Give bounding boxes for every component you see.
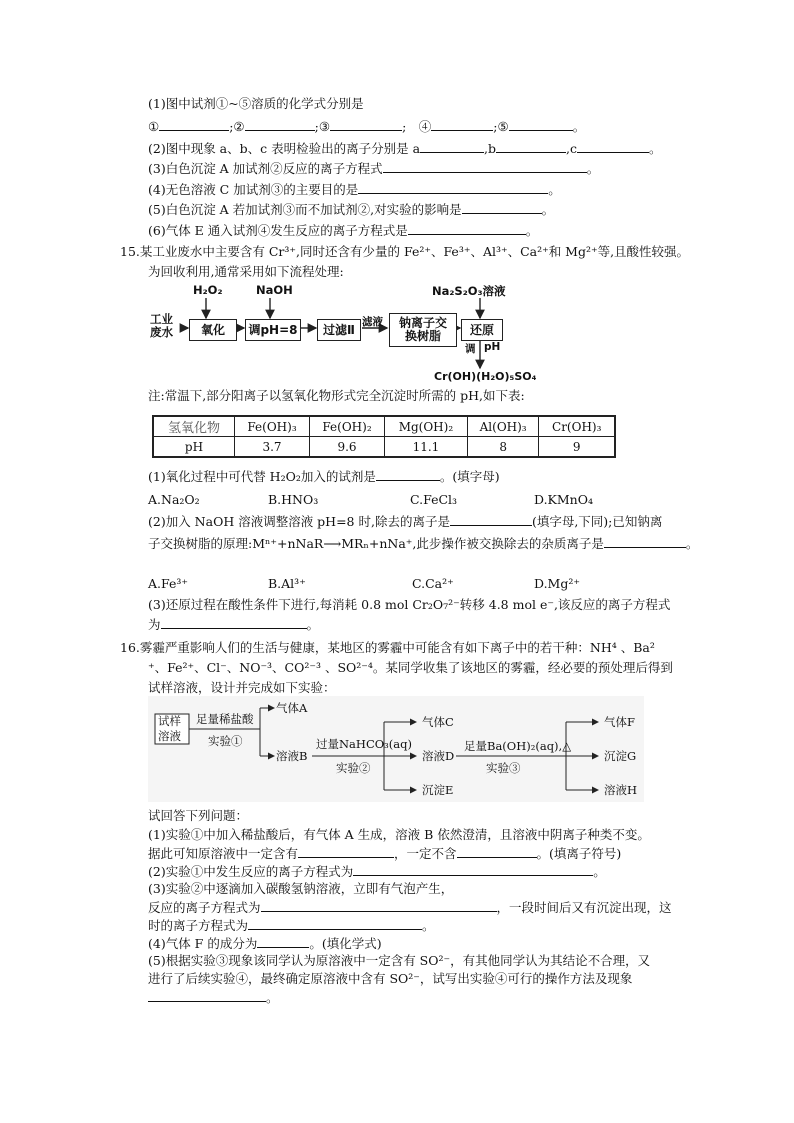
label-ph: pH [484,341,501,353]
answer-blank[interactable] [457,845,537,858]
answer-blank[interactable] [298,845,394,858]
q14-part2: (2)图中现象 a、b、c 表明检验出的离子分别是 a ,b ,c 。 [148,141,662,156]
answer-blank[interactable] [577,140,649,153]
label-hcl: 足量稀盐酸 [196,712,254,726]
table-cell: 11.1 [385,437,468,458]
q15-part2: (2)加入 NaOH 溶液调整溶液 pH=8 时,除去的离子是 (填字母,下同);已知钠离 [148,514,663,529]
q14-part6: (6)气体 E 通入试剂④发生反应的离子方程式是 。 [148,223,539,238]
label-filtrate: 滤液 [362,316,383,328]
table-header-cell: Fe(OH)₃ [235,416,310,437]
answer-blank[interactable] [604,535,686,548]
label-gas-a: 气体A [276,701,308,715]
answer-blank[interactable] [408,222,526,235]
option-c: C.Ca²⁺ [412,576,454,591]
answer-blank[interactable] [245,118,315,131]
q15-stem-2: 为回收利用,通常采用如下流程处理: [148,264,344,279]
q16-part5-cont2: 。 [148,989,279,1006]
q16-part5-cont: 进行了后续实验④，最终确定原溶液中含有 SO²⁻，试写出实验④可行的操作方法及现象 [148,971,633,986]
q14-part1: (1)图中试剂①~⑤溶质的化学式分别是 [148,96,364,111]
label-na2s2o3: Na₂S₂O₃溶液 [432,284,506,298]
answer-blank[interactable] [257,935,309,948]
label-exp3: 实验③ [486,761,521,775]
table-header-cell: Cr(OH)₃ [539,416,615,437]
box-filter: 过滤Ⅱ [317,319,361,341]
ph-table [152,415,616,458]
table-cell: 9.6 [310,437,385,458]
q15-part1: (1)氧化过程中可代替 H₂O₂加入的试剂是 。(填字母) [148,469,500,484]
answer-blank[interactable] [330,118,402,131]
answer-blank[interactable] [509,118,573,131]
q16-part3-cont: 反应的离子方程式为 ，一段时间后又有沉淀出现，这 [148,900,672,915]
label-solution-b: 溶液B [276,749,308,763]
table-cell: 3.7 [235,437,310,458]
answer-blank[interactable] [496,140,566,153]
q15-part3-cont: 为 。 [148,617,320,632]
table-header-cell: 氢氧化物 [153,416,235,437]
option-d: D.KMnO₄ [534,492,593,507]
table-header-row [153,416,615,437]
label-exp2: 实验② [336,761,371,775]
q15-part2-cont: 子交换树脂的原理:Mⁿ⁺+nNaR⟶MRₙ+nNa⁺,此步操作被交换除去的杂质离子是 。 [148,536,699,551]
label-gas-c: 气体C [422,715,454,729]
answer-blank[interactable] [358,181,548,194]
q16-part5: (5)根据实验③现象该同学认为原溶液中一定含有 SO²⁻，有其他同学认为其结论不合理，又 [148,953,651,968]
label-naoh: NaOH [256,283,293,297]
label-baoh2: 足量Ba(OH)₂(aq),△ [464,739,572,753]
option-c: C.FeCl₃ [410,492,458,507]
label-waste-water: 工业 废水 [150,312,173,339]
label-sample-solution: 试样 溶液 [158,714,181,743]
q16-ask: 试回答下列问题： [148,808,249,823]
label-solution-d: 溶液D [422,749,455,763]
q16-part3-cont2: 时的离子方程式为 。 [148,918,435,933]
q16-part2: (2)实验①中发生反应的离子方程式为 。 [148,864,606,879]
q15-stem: 15.某工业废水中主要含有 Cr³⁺,同时还含有少量的 Fe²⁺、Fe³⁺、Al³⁺、Ca²⁺和 Mg²⁺等,且酸性较强。 [120,244,690,259]
answer-blank[interactable] [353,863,593,876]
label-product: Cr(OH)(H₂O)₅SO₄ [434,370,537,383]
label-adjust: 调 [465,343,476,355]
q16-stem-2: ⁺、Fe²⁺、Cl⁻、NO⁻³、CO²⁻³ 、SO²⁻⁴。某同学收集了该地区的雾霾，经必要的预处理后得到 [148,660,673,675]
label-exp1: 实验① [208,734,243,748]
answer-blank[interactable] [376,468,440,481]
q16-part1: (1)实验①中加入稀盐酸后，有气体 A 生成，溶液 B 依然澄清，且溶液中阴离子种类不变。 [148,827,650,842]
q16-flow-diagram [148,696,644,802]
option-b: B.Al³⁺ [268,576,306,591]
option-b: B.HNO₃ [268,492,319,507]
label-h2o2: H₂O₂ [193,283,223,297]
q16-part1-cont: 据此可知原溶液中一定含有 ，一定不含 。(填离子符号) [148,846,622,861]
answer-blank[interactable] [248,917,422,930]
answer-blank[interactable] [261,899,497,912]
label-precipitate-e: 沉淀E [422,783,454,797]
answer-blank[interactable] [383,160,587,173]
label-precipitate-g: 沉淀G [604,749,637,763]
table-cell: pH [153,437,235,458]
answer-blank[interactable] [148,989,266,1002]
answer-blank[interactable] [431,118,493,131]
answer-blank[interactable] [420,140,484,153]
box-oxidation: 氧化 [189,319,237,341]
q14-part5: (5)白色沉淀 A 若加试剂③而不加试剂②,对实验的影响是 。 [148,202,555,217]
answer-blank[interactable] [450,513,532,526]
table-row [153,437,615,458]
answer-blank[interactable] [462,201,542,214]
option-a: A.Na₂O₂ [148,492,200,507]
q14-reagents-blanks: ① ;② ;③ ; ④ ;⑤ 。 [148,119,586,134]
table-header-cell: Al(OH)₃ [467,416,539,437]
box-reduction: 还原 [461,319,503,341]
option-a: A.Fe³⁺ [148,576,188,591]
q14-part4: (4)无色溶液 C 加试剂③的主要目的是 。 [148,182,561,197]
q15-note: 注:常温下,部分阳离子以氢氧化物形式完全沉淀时所需的 pH,如下表: [148,388,525,403]
q16-part4: (4)气体 F 的成分为 。(填化学式) [148,936,382,951]
q16-part3: (3)实验②中逐滴加入碳酸氢钠溶液，立即有气泡产生， [148,881,454,896]
table-cell: 9 [539,437,615,458]
answer-blank[interactable] [161,616,307,629]
q15-part3: (3)还原过程在酸性条件下进行,每消耗 0.8 mol Cr₂O₇²⁻转移 4.8 mol e⁻,该反应的离子方程式 [148,597,671,612]
q16-stem: 16.雾霾严重影响人们的生活与健康，某地区的雾霾中可能含有如下离子中的若干种：NH⁴ 、Ba² [120,640,655,655]
q14-part3: (3)白色沉淀 A 加试剂②反应的离子方程式 。 [148,161,600,176]
label-solution-h: 溶液H [604,783,638,797]
table-header-cell: Mg(OH)₂ [385,416,468,437]
table-cell: 8 [467,437,539,458]
label-nahco3: 过量NaHCO₃(aq) [316,737,412,751]
label-gas-f: 气体F [604,715,635,729]
answer-blank[interactable] [159,118,229,131]
q16-stem-3: 试样溶液，设计并完成如下实验： [148,680,336,695]
box-ion-exchange-resin: 钠离子交 换树脂 [389,313,457,347]
option-d: D.Mg²⁺ [534,576,580,591]
table-header-cell: Fe(OH)₂ [310,416,385,437]
box-adjust-ph: 调pH=8 [245,319,301,341]
